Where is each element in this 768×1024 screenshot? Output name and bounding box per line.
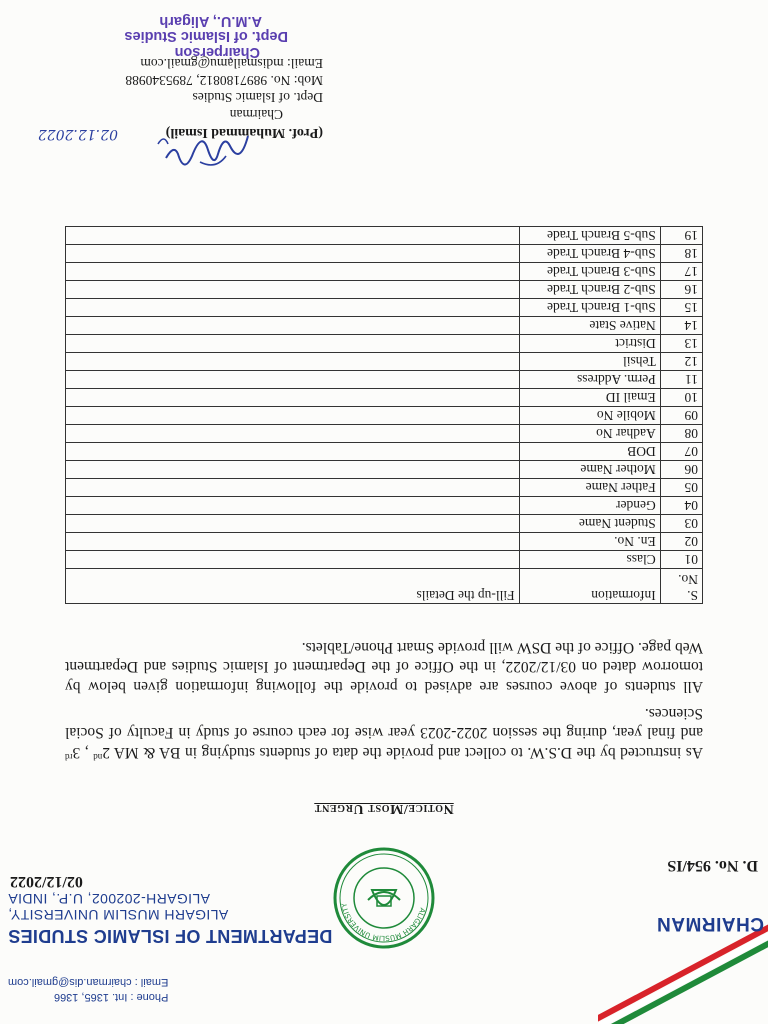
row-information: Sub-3 Branch Trade — [519, 263, 660, 281]
row-information: Gender — [519, 497, 660, 515]
row-sno: 05 — [660, 479, 702, 497]
seal-text: ALIGARH MUSLIM UNIVERSITY — [340, 902, 427, 943]
table-row — [66, 371, 703, 389]
row-fill-field[interactable] — [66, 281, 520, 299]
table-row — [66, 461, 703, 479]
header-fill-details: Fill-up the Details — [66, 569, 520, 604]
row-sno: 09 — [660, 407, 702, 425]
phone-line: Phone : Int. 1365, 1366 — [53, 991, 169, 1003]
table-row — [66, 299, 703, 317]
table-row — [66, 335, 703, 353]
row-fill-field[interactable] — [66, 263, 520, 281]
signatory-email: Email: mdismailamu@gmail.com — [140, 56, 323, 71]
row-sno: 16 — [660, 281, 702, 299]
official-stamp — [124, 13, 288, 60]
row-fill-field[interactable] — [66, 443, 520, 461]
row-fill-field[interactable] — [66, 551, 520, 569]
row-sno: 01 — [660, 551, 702, 569]
dispatch-number: D. No. 954/IS — [667, 857, 758, 874]
table-row — [66, 317, 703, 335]
notice-title: Notice/Most Urgent — [314, 801, 454, 816]
contact-block — [8, 974, 168, 1004]
row-information: Sub-5 Branch Trade — [519, 227, 660, 245]
notice-paragraph-1 — [65, 703, 703, 766]
row-sno: 12 — [660, 353, 702, 371]
row-sno: 10 — [660, 389, 702, 407]
row-fill-field[interactable] — [66, 461, 520, 479]
table-row — [66, 551, 703, 569]
row-fill-field[interactable] — [66, 353, 520, 371]
header-sno: S. No. — [660, 569, 702, 604]
row-fill-field[interactable] — [66, 425, 520, 443]
signatory-role: Chairman — [229, 107, 283, 122]
row-fill-field[interactable] — [66, 227, 520, 245]
stamp-line-3: A.M.U., Aligarh — [159, 13, 262, 29]
university-address: ALIGARH-202002, U.P., INDIA — [8, 891, 210, 907]
chairman-heading: CHAIRMAN — [656, 913, 764, 934]
row-information: Student Name — [519, 515, 660, 533]
row-fill-field[interactable] — [66, 515, 520, 533]
table-body — [66, 227, 703, 569]
table-row — [66, 533, 703, 551]
department-block — [8, 891, 332, 946]
table-row — [66, 263, 703, 281]
row-information: En. No. — [519, 533, 660, 551]
department-name: DEPARTMENT OF ISLAMIC STUDIES — [8, 926, 333, 946]
table-row — [66, 353, 703, 371]
para1-text-b: , 3 — [72, 743, 94, 761]
signature-date: 02.12.2022 — [37, 126, 118, 142]
row-fill-field[interactable] — [66, 299, 520, 317]
para1-sup-rd: rd — [64, 752, 73, 762]
row-information: Aadhar No — [519, 425, 660, 443]
row-sno: 19 — [660, 227, 702, 245]
row-information: Email ID — [519, 389, 660, 407]
para1-text-c: and final year, during the session 2022-2023 year wise for each course of study in Faculty of Social Sciences. — [65, 704, 703, 742]
header-information: Information — [519, 569, 660, 604]
table-row — [66, 497, 703, 515]
row-sno: 02 — [660, 533, 702, 551]
row-sno: 07 — [660, 443, 702, 461]
letter-date: 02/12/2022 — [10, 873, 83, 890]
row-fill-field[interactable] — [66, 389, 520, 407]
row-sno: 06 — [660, 461, 702, 479]
row-information: District — [519, 335, 660, 353]
row-fill-field[interactable] — [66, 479, 520, 497]
information-table — [65, 226, 703, 604]
notice-paragraph-2: All students of above courses are advised to provide the following information given below by tomorrow dated on 03/12/2022, in the Office of the Department of Islamic Studies and Department Web page. Office of the DSW will provide Smart Phone/Tablets. — [65, 638, 703, 696]
table-row — [66, 389, 703, 407]
row-sno: 14 — [660, 317, 702, 335]
table-row — [66, 407, 703, 425]
signatory-department: Dept. of Islamic Studies — [192, 90, 323, 105]
table-row — [66, 227, 703, 245]
table-header-row — [66, 569, 703, 604]
table-row — [66, 425, 703, 443]
row-fill-field[interactable] — [66, 317, 520, 335]
row-fill-field[interactable] — [66, 497, 520, 515]
row-fill-field[interactable] — [66, 335, 520, 353]
email-line: Email : chairman.dis@gmail.com — [8, 976, 169, 988]
row-sno: 17 — [660, 263, 702, 281]
university-name: ALIGARH MUSLIM UNIVERSITY, — [8, 907, 229, 923]
table-row — [66, 443, 703, 461]
row-fill-field[interactable] — [66, 407, 520, 425]
row-sno: 03 — [660, 515, 702, 533]
table-row — [66, 281, 703, 299]
notice-body — [65, 630, 703, 766]
row-sno: 08 — [660, 425, 702, 443]
row-fill-field[interactable] — [66, 371, 520, 389]
row-information: Mobile No — [519, 407, 660, 425]
para1-sup-nd: nd — [93, 752, 103, 762]
stamp-line-1: Chairperson — [174, 44, 260, 60]
row-fill-field[interactable] — [66, 533, 520, 551]
table-row — [66, 245, 703, 263]
row-sno: 15 — [660, 299, 702, 317]
row-information: Sub-4 Branch Trade — [519, 245, 660, 263]
signatory-name: (Prof. Muhammad Ismail) — [165, 125, 323, 140]
row-sno: 18 — [660, 245, 702, 263]
para1-text-a: As instructed by the D.S.W. to collect and provide the data of students studying in BA & MA 2 — [102, 743, 703, 761]
table-row — [66, 515, 703, 533]
stamp-line-2: Dept. of Islamic Studies — [124, 28, 288, 45]
row-information: Class — [519, 551, 660, 569]
row-information: Sub-2 Branch Trade — [519, 281, 660, 299]
row-information: Native State — [519, 317, 660, 335]
signatory-mobile: Mob: No. 9897180812, 7895340988 — [125, 73, 323, 88]
row-sno: 11 — [660, 371, 702, 389]
row-sno: 04 — [660, 497, 702, 515]
table-row — [66, 479, 703, 497]
row-information: Mother Name — [519, 461, 660, 479]
university-seal-icon — [332, 846, 436, 950]
row-information: Father Name — [519, 479, 660, 497]
row-information: Sub-1 Branch Trade — [519, 299, 660, 317]
row-information: Perm. Address — [519, 371, 660, 389]
row-sno: 13 — [660, 335, 702, 353]
row-fill-field[interactable] — [66, 245, 520, 263]
row-information: DOB — [519, 443, 660, 461]
row-information: Tehsil — [519, 353, 660, 371]
